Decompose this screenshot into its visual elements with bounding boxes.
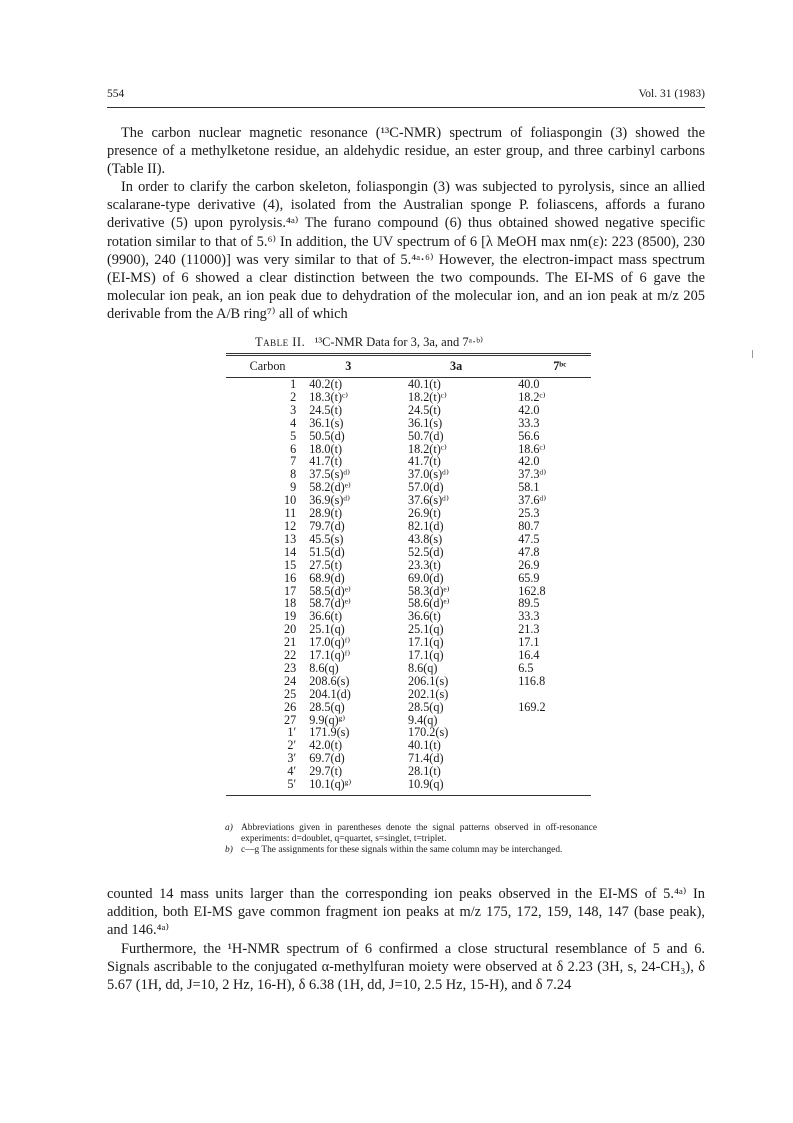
paragraph-text: Furthermore, the ¹H-NMR spectrum of 6 confirmed a close structural resemblance of 5 and 6. Signals ascribable to the conjugated α-methylfuran moiety were observed at δ 2.23 (3H, s, 24-CH₃), δ 5.67 (1H, dd, J=10, 2 Hz, 16-H), δ 6.38 (1H, dd, J=10, 2.5 Hz, 15-H), and δ 7.24	[107, 941, 705, 994]
carbon-cell: 12	[284, 518, 297, 533]
value-3a-cell: 50.7(d)	[407, 428, 444, 443]
carbon-cell: 9	[290, 480, 297, 495]
page-number: 554	[107, 88, 125, 100]
paragraph-mass-spec	[107, 885, 705, 940]
carbon-cell: 3′	[287, 751, 297, 766]
carbon-cell: 16	[284, 570, 297, 585]
carbon-cell: 2′	[287, 738, 297, 753]
header-carbon: Carbon	[249, 359, 286, 373]
value-3a-cell: 9.4(q)	[407, 712, 438, 727]
carbon-cell: 20	[284, 622, 297, 637]
value-3-cell: 18.3(t)ᶜ⁾	[309, 389, 349, 404]
table-row	[226, 649, 591, 662]
carbon-cell: 22	[284, 648, 297, 663]
table-row	[226, 778, 591, 791]
value-3-cell: 68.9(d)	[309, 570, 345, 585]
value-7-cell: 65.9	[518, 570, 540, 585]
value-7-cell	[518, 726, 591, 739]
value-3-cell: 25.1(q)	[309, 622, 345, 637]
value-7-cell: 37.3ᵈ⁾	[518, 467, 547, 482]
carbon-cell: 6	[290, 441, 297, 456]
carbon-cell: 18	[284, 596, 297, 611]
paragraph-h-nmr	[107, 940, 705, 995]
carbon-cell: 5	[290, 428, 297, 443]
paragraph-carbon-nmr	[107, 124, 705, 179]
value-7-cell: 42.0	[518, 402, 540, 417]
value-3a-cell: 10.9(q)	[407, 777, 444, 792]
value-7-cell	[518, 714, 591, 727]
carbon-cell: 1′	[287, 725, 297, 740]
value-3-cell: 171.9(s)	[309, 725, 350, 740]
table-row	[226, 378, 591, 391]
carbon-cell: 21	[284, 635, 297, 650]
value-3a-cell: 17.1(q)	[407, 635, 444, 650]
carbon-cell: 4′	[287, 764, 297, 779]
volume-info: Vol. 31 (1983)	[638, 88, 705, 100]
table-title: ¹³C-NMR Data for 3, 3a, and 7ᵃ·ᵇ⁾	[314, 335, 484, 349]
value-3-cell: 40.2(t)	[309, 377, 343, 391]
value-3a-cell: 28.1(t)	[407, 764, 441, 779]
footnote-text: Abbreviations given in parentheses denote the signal patterns observed in off-resonance experiments: d=doublet, q=quartet, s=singlet, t=triplet.	[241, 823, 597, 845]
value-7-cell: 33.3	[518, 609, 540, 624]
value-7-cell: 37.6ᵈ⁾	[518, 493, 547, 508]
table-row	[226, 662, 591, 675]
value-3-cell: 36.1(s)	[309, 415, 344, 430]
value-3-cell: 69.7(d)	[309, 751, 345, 766]
value-3a-cell: 40.1(t)	[407, 738, 441, 753]
value-3a-cell: 170.2(s)	[407, 725, 449, 740]
table-footnotes	[225, 823, 597, 857]
footnote-label: a)	[225, 823, 233, 833]
value-7-cell: 42.0	[518, 454, 540, 469]
carbon-cell: 23	[284, 660, 297, 675]
value-7-cell: 169.2	[518, 699, 546, 714]
value-7-cell: 16.4	[518, 648, 540, 663]
value-7-cell: 162.8	[518, 583, 546, 598]
table-row	[226, 417, 591, 430]
carbon-cell: 4	[290, 415, 297, 430]
value-3a-cell: 37.6(s)ᵈ⁾	[407, 493, 449, 508]
value-3a-cell: 82.1(d)	[407, 518, 444, 533]
carbon-cell: 1	[290, 377, 297, 391]
value-3-cell: 42.0(t)	[309, 738, 343, 753]
table-row	[226, 701, 591, 714]
value-3-cell: 58.5(d)ᵉ⁾	[309, 583, 351, 598]
value-3a-cell: 26.9(t)	[407, 506, 441, 521]
value-3a-cell: 58.6(d)ᵉ⁾	[407, 596, 450, 611]
value-3-cell: 208.6(s)	[309, 673, 350, 688]
value-3-cell: 17.0(q)ᶠ⁾	[309, 635, 351, 650]
value-3a-cell: 23.3(t)	[407, 557, 441, 572]
table-caption	[255, 334, 595, 350]
value-3a-cell: 17.1(q)	[407, 648, 444, 663]
value-7-cell: 25.3	[518, 506, 540, 521]
footnote-b	[225, 845, 597, 856]
value-3-cell: 24.5(t)	[309, 402, 343, 417]
value-3-cell: 58.7(d)ᵉ⁾	[309, 596, 351, 611]
value-3a-cell: 206.1(s)	[407, 673, 449, 688]
value-7-cell	[518, 778, 591, 791]
value-3a-cell: 18.2(t)ᶜ⁾	[407, 389, 447, 404]
value-3-cell: 28.9(t)	[309, 506, 343, 521]
value-3a-cell: 57.0(d)	[407, 480, 444, 495]
value-7-cell: 26.9	[518, 557, 540, 572]
table-row	[226, 404, 591, 417]
footnote-text: c—g The assignments for these signals within the same column may be interchanged.	[241, 845, 563, 856]
table-row	[226, 546, 591, 559]
carbon-cell: 27	[284, 712, 297, 727]
value-3a-cell: 25.1(q)	[407, 622, 444, 637]
value-7-cell	[518, 752, 591, 765]
value-7-cell: 80.7	[518, 518, 540, 533]
header-compound-3a: 3a	[449, 359, 463, 373]
carbon-cell: 5′	[287, 777, 297, 792]
value-3a-cell: 18.2(t)ᶜ⁾	[407, 441, 447, 456]
table-bottom-rule	[226, 795, 591, 796]
value-3-cell: 17.1(q)ᶠ⁾	[309, 648, 351, 663]
value-7-cell	[518, 765, 591, 778]
value-7-cell: 21.3	[518, 622, 540, 637]
carbon-cell: 3	[290, 402, 297, 417]
header-compound-7: 7ᵇᶜ	[553, 359, 567, 373]
value-3-cell: 18.0(t)	[309, 441, 343, 456]
value-3a-cell: 36.1(s)	[407, 415, 443, 430]
carbon-cell: 8	[290, 467, 297, 482]
carbon-cell: 7	[290, 454, 297, 469]
value-7-cell: 33.3	[518, 415, 540, 430]
value-3-cell: 28.5(q)	[309, 699, 345, 714]
carbon-cell: 13	[284, 531, 297, 546]
value-7-cell: 47.5	[518, 531, 540, 546]
value-7-cell: 40.0	[518, 377, 540, 391]
value-3-cell: 27.5(t)	[309, 557, 343, 572]
carbon-cell: 11	[284, 506, 297, 521]
paragraph-pyrolysis	[107, 178, 705, 324]
value-3a-cell: 71.4(d)	[407, 751, 444, 766]
value-3-cell: 36.9(s)ᵈ⁾	[309, 493, 351, 508]
value-3-cell: 8.6(q)	[309, 660, 339, 675]
nmr-table	[226, 353, 591, 796]
footnote-label: b)	[225, 845, 233, 856]
header-rule	[107, 107, 705, 108]
value-3-cell: 29.7(t)	[309, 764, 343, 779]
value-3a-cell: 24.5(t)	[407, 402, 441, 417]
value-7-cell	[518, 739, 591, 752]
value-3-cell: 45.5(s)	[309, 531, 344, 546]
value-3-cell: 204.1(d)	[309, 686, 351, 701]
value-7-cell: 89.5	[518, 596, 540, 611]
value-7-cell: 58.1	[518, 480, 540, 495]
value-3-cell: 9.9(q)ᵍ⁾	[309, 712, 346, 727]
table-row	[226, 559, 591, 572]
value-7-cell: 18.2ᶜ⁾	[518, 389, 546, 404]
nmr-data-table	[226, 356, 591, 791]
header-compound-3: 3	[345, 359, 352, 373]
value-7-cell: 6.5	[518, 660, 534, 675]
footnote-a	[225, 823, 597, 845]
table-label: Table II.	[255, 335, 306, 349]
value-7-cell: 47.8	[518, 544, 540, 559]
paragraph-text: counted 14 mass units larger than the corresponding ion peaks observed in the EI-MS of 5.⁴ᵃ⁾ In addition, both EI-MS gave common fragment ion peaks at m/z 175, 172, 159, 148, 147 (base peak), and 146.⁴ᵃ⁾	[107, 886, 705, 939]
table-row	[226, 430, 591, 443]
table-row	[226, 533, 591, 546]
value-3-cell: 79.7(d)	[309, 518, 345, 533]
value-7-cell: 56.6	[518, 428, 540, 443]
value-3a-cell: 52.5(d)	[407, 544, 444, 559]
carbon-cell: 15	[284, 557, 297, 572]
carbon-cell: 26	[284, 699, 297, 714]
carbon-cell: 24	[284, 673, 297, 688]
table-body	[226, 377, 591, 791]
value-3-cell: 50.5(d)	[309, 428, 345, 443]
value-3a-cell: 37.0(s)ᵈ⁾	[407, 467, 449, 482]
table-header-row	[226, 356, 591, 377]
value-7-cell: 17.1	[518, 635, 540, 650]
value-3a-cell: 41.7(t)	[407, 454, 441, 469]
table-row	[226, 675, 591, 688]
value-7-cell: 116.8	[518, 673, 546, 688]
value-7-cell: 18.6ᶜ⁾	[518, 441, 546, 456]
carbon-cell: 10	[284, 493, 297, 508]
carbon-cell: 25	[284, 686, 297, 701]
value-3-cell: 37.5(s)ᵈ⁾	[309, 467, 351, 482]
value-3-cell: 41.7(t)	[309, 454, 343, 469]
carbon-cell: 19	[284, 609, 297, 624]
value-3a-cell: 8.6(q)	[407, 660, 438, 675]
paragraph-text: The carbon nuclear magnetic resonance (¹³C-NMR) spectrum of foliaspongin (3) showed the presence of a methylketone residue, an aldehydic residue, an ester group, and three carbinyl carbons (Table II).	[107, 125, 705, 178]
value-3a-cell: 28.5(q)	[407, 699, 444, 714]
paragraph-text: In order to clarify the carbon skeleton, foliaspongin (3) was subjected to pyrolysis, since an allied scalarane-type derivative (4), isolated from the Australian sponge P. foliascens, affords a furano derivative (5) upon pyrolysis.⁴ᵃ⁾ The furano compound (6) thus obtained showed negative specific rotation similar to that of 5.⁶⁾ In addition, the UV spectrum of 6 [λ MeOH max nm(ε): 223 (8500), 230 (9900), 240 (11000)] was very similar to that of 5.⁴ᵃ·⁶⁾ However, the electron-impact mass spectrum (EI-MS) of 6 showed a clear distinction between the two compounds. The EI-MS of 6 gave the molecular ion peak, an ion peak due to dehydration of the molecular ion, and an ion peak at m/z 205 derivable from the A/B ring⁷⁾ all of which	[107, 179, 705, 323]
carbon-cell: 17	[284, 583, 297, 598]
value-3-cell: 58.2(d)ᵉ⁾	[309, 480, 351, 495]
carbon-cell: 14	[284, 544, 297, 559]
value-3-cell: 10.1(q)ᵍ⁾	[309, 777, 352, 792]
table-row	[226, 688, 591, 701]
table-row	[226, 572, 591, 585]
running-header	[107, 88, 705, 106]
value-3a-cell: 202.1(s)	[407, 686, 449, 701]
value-7-cell	[518, 688, 591, 701]
value-3a-cell: 40.1(t)	[407, 377, 441, 391]
margin-mark	[752, 350, 753, 358]
value-3a-cell: 69.0(d)	[407, 570, 444, 585]
value-3a-cell: 36.6(t)	[407, 609, 441, 624]
value-3a-cell: 58.3(d)ᵉ⁾	[407, 583, 450, 598]
value-3-cell: 36.6(t)	[309, 609, 343, 624]
value-3-cell: 51.5(d)	[309, 544, 345, 559]
carbon-cell: 2	[290, 389, 297, 404]
table-row	[226, 391, 591, 404]
table-row	[226, 520, 591, 533]
value-3a-cell: 43.8(s)	[407, 531, 443, 546]
